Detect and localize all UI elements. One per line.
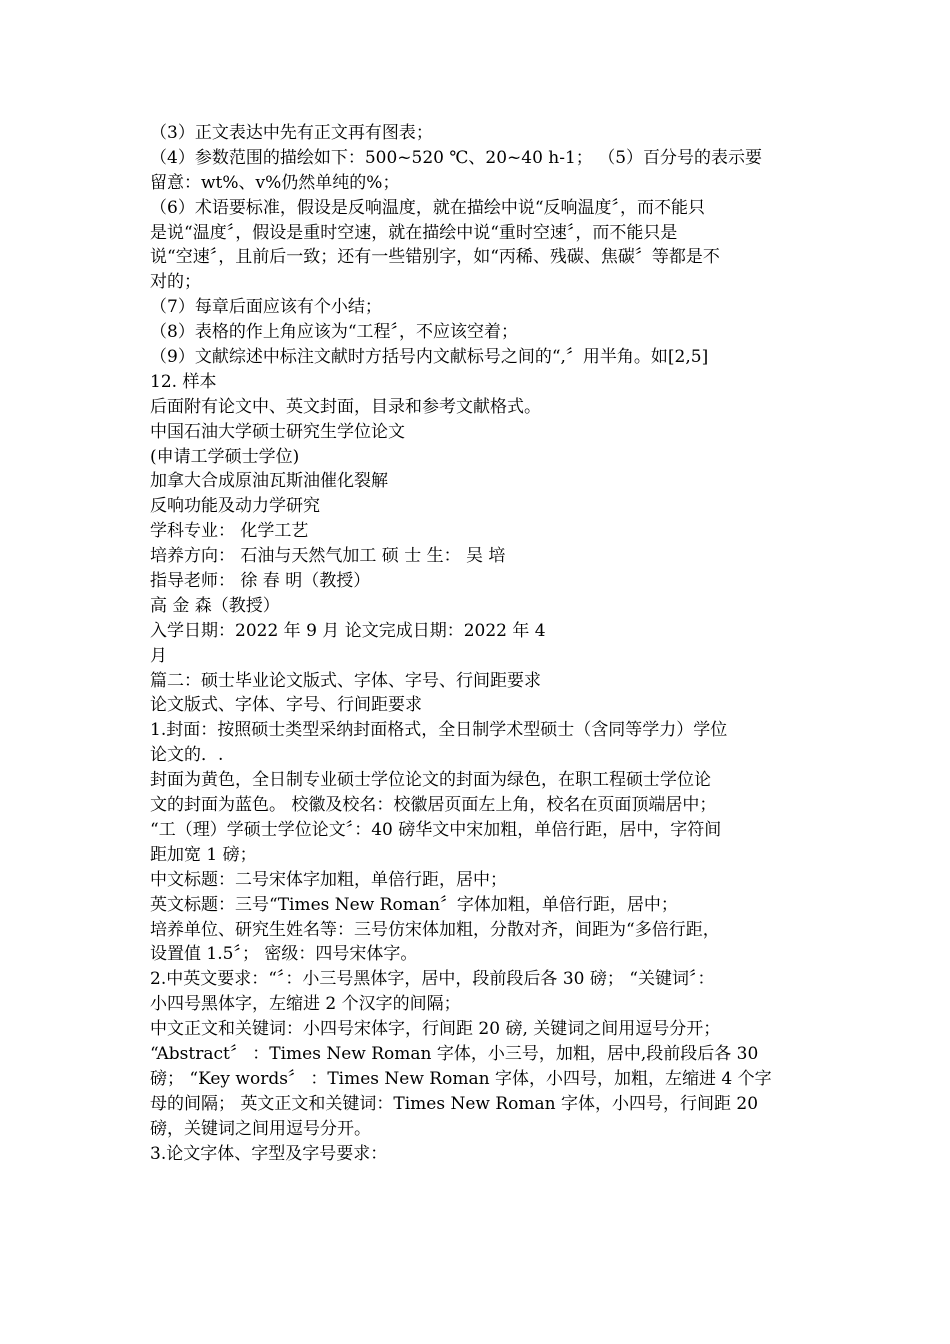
text-line: “工（理）学硕士学位论文〞：40 磅华文中宋加粗，单倍行距，居中，字符间	[150, 819, 722, 840]
text-line: 培养方向： 石油与天然气加工 硕 士 生： 吴 培	[150, 546, 506, 567]
text-line: 论文版式、字体、字号、行间距要求	[150, 695, 422, 716]
text-line: 入学日期：2022 年 9 月 论文完成日期：2022 年 4	[150, 620, 546, 641]
text-line: （4）参数范围的描绘如下：500~520 ℃、20~40 h-1； （5）百分号的表示要	[150, 147, 763, 168]
text-line: 论文的．.	[150, 745, 224, 766]
text-line: 对的；	[150, 272, 201, 293]
text-line: 文的封面为蓝色。 校徽及校名：校徽居页面左上角，校名在页面顶端居中；	[150, 795, 717, 816]
text-line: 2.中英文要求：“〞：小三号黑体字，居中，段前段后各 30 磅； “关键词〞：	[150, 969, 715, 990]
text-line: 中文标题：二号宋体字加粗，单倍行距，居中；	[150, 869, 507, 890]
text-line: (申请工学硕士学位)	[150, 446, 300, 467]
text-line: 中国石油大学硕士研究生学位论文	[150, 421, 405, 442]
text-line: 1.封面：按照硕士类型采纳封面格式，全日制学术型硕士（含同等学力）学位	[150, 720, 728, 741]
text-line: 篇二：硕士毕业论文版式、字体、字号、行间距要求	[150, 670, 541, 691]
text-line: 英文标题：三号“Times New Roman〞字体加粗，单倍行距，居中；	[150, 894, 678, 915]
document-body	[150, 121, 802, 1166]
text-line: “Abstract〞 ：Times New Roman 字体，小三号，加粗，居中,段前段后各 30	[150, 1043, 759, 1064]
text-line: （8）表格的作上角应该为“工程〞，不应该空着；	[150, 322, 519, 343]
text-line: 中文正文和关键词：小四号宋体字，行间距 20 磅, 关键词之间用逗号分开；	[150, 1019, 721, 1040]
text-line: （7）每章后面应该有个小结；	[150, 297, 382, 318]
text-line: 封面为黄色，全日制专业硕士学位论文的封面为绿色，在职工程硕士学位论	[150, 770, 711, 791]
text-line: 高 金 森（教授）	[150, 595, 280, 616]
text-line: 后面附有论文中、英文封面，目录和参考文献格式。	[150, 396, 541, 417]
text-line: （3）正文表达中先有正文再有图表；	[150, 123, 433, 143]
text-line: 反响功能及动力学研究	[150, 496, 320, 517]
text-line: 磅，关键词之间用逗号分开。	[150, 1118, 371, 1139]
text-line: （9）文献综述中标注文献时方括号内文献标号之间的“,〞用半角。如[2,5]	[150, 347, 709, 368]
text-line: 母的间隔； 英文正文和关键词：Times New Roman 字体，小四号，行间距 20	[150, 1093, 759, 1114]
text-line: 说“空速〞，且前后一致；还有一些错别字，如“丙稀、残碳、焦碳〞等都是不	[150, 247, 720, 268]
text-line: 加拿大合成原油瓦斯油催化裂解	[150, 471, 388, 492]
text-line: 培养单位、研究生姓名等：三号仿宋体加粗，分散对齐，间距为“多倍行距，	[150, 919, 720, 940]
text-line: 留意：wt%、v%仍然单纯的%；	[150, 172, 400, 193]
text-line: 月	[150, 645, 167, 666]
text-line: 设置值 1.5〞； 密级：四号宋体字。	[150, 944, 418, 965]
text-line: 指导老师： 徐 春 明（教授）	[150, 571, 371, 592]
text-line: （6）术语要标准，假设是反响温度，就在描绘中说“反响温度〞，而不能只	[150, 197, 706, 218]
text-line: 小四号黑体字，左缩进 2 个汉字的间隔；	[150, 994, 461, 1015]
text-line: 12. 样本	[150, 371, 217, 392]
text-line: 距加宽 1 磅；	[150, 844, 257, 865]
text-line: 学科专业： 化学工艺	[150, 521, 309, 542]
text-line: 磅； “Key words〞 ：Times New Roman 字体，小四号，加粗，左缩进 4 个字	[150, 1068, 772, 1089]
text-line: 是说“温度〞，假设是重时空速，就在描绘中说“重时空速〞，而不能只是	[150, 222, 678, 243]
text-line: 3.论文字体、字型及字号要求：	[150, 1143, 388, 1164]
